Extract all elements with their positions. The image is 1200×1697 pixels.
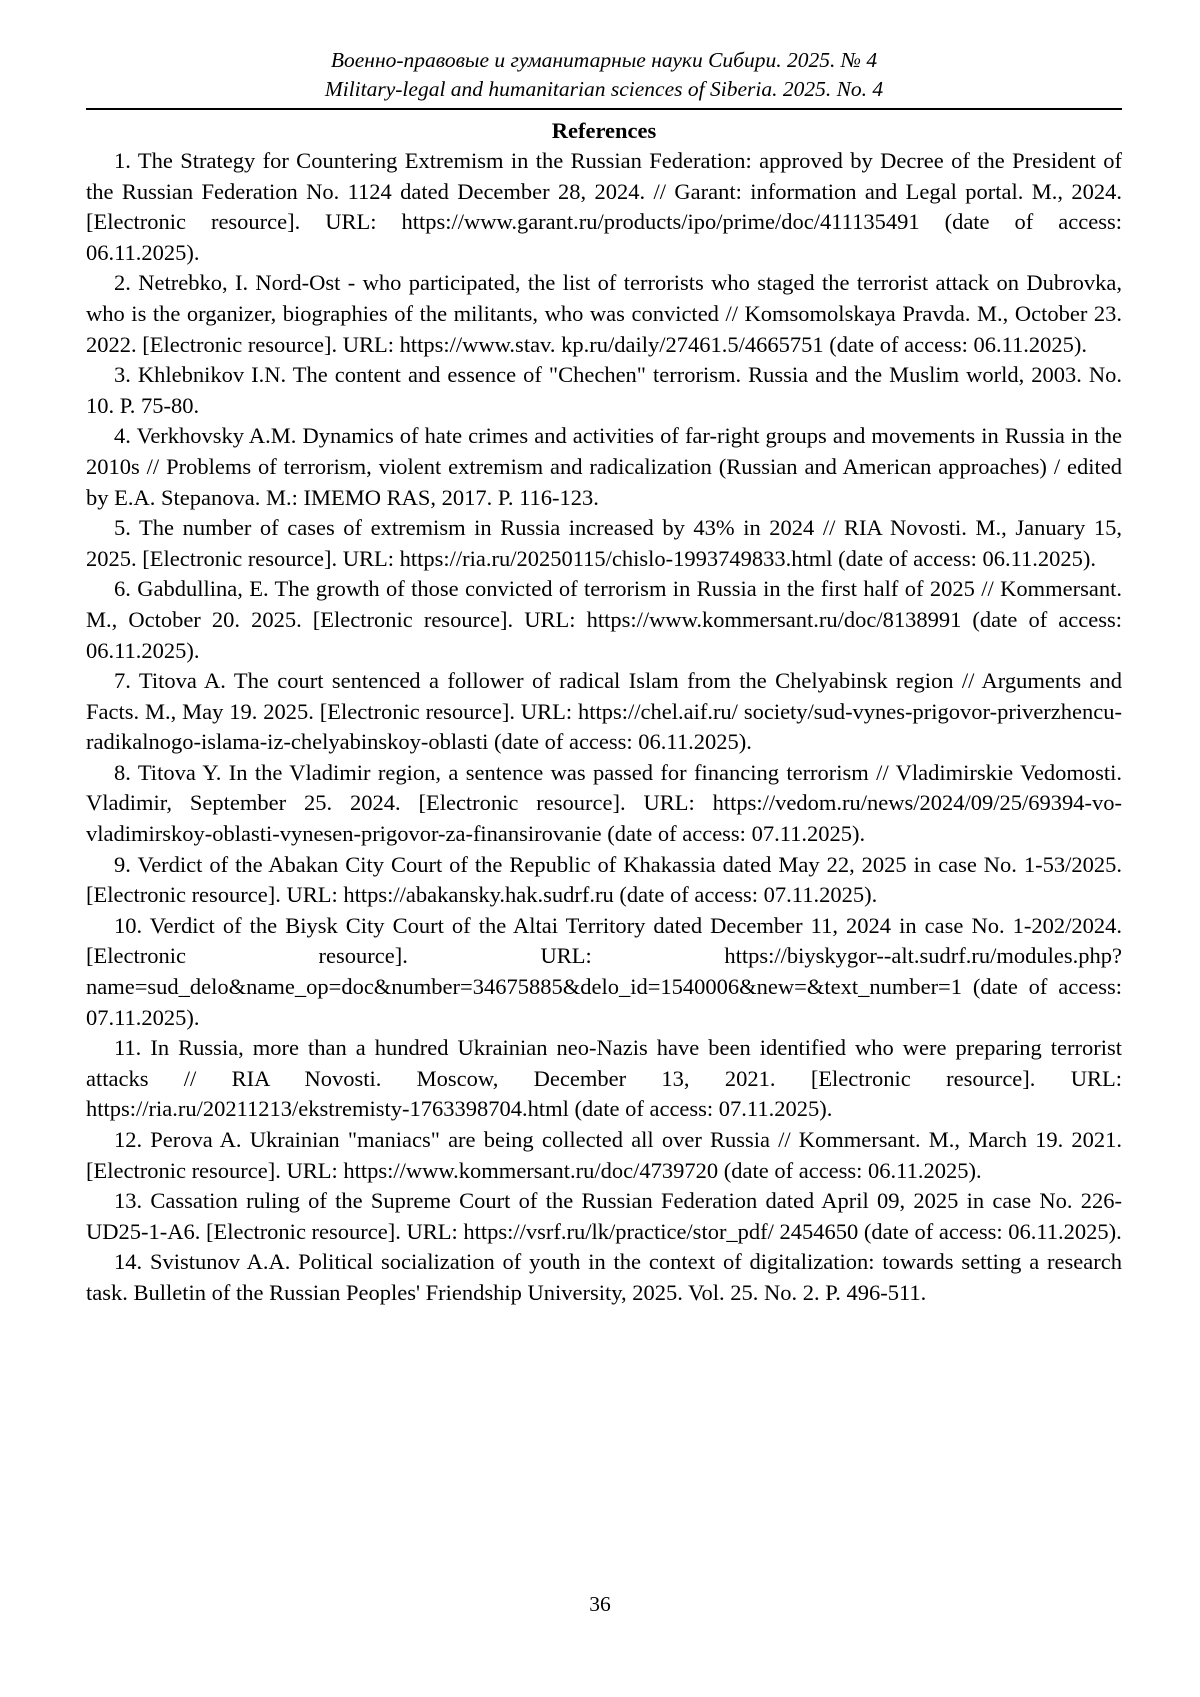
reference-text: Khlebnikov I.N. The content and essence of "Chechen" terrorism. Russia and the Muslim world, 2003. No. 10. P. 75-80. bbox=[86, 362, 1122, 418]
reference-number: 10. bbox=[114, 912, 143, 938]
running-header bbox=[86, 46, 1122, 104]
reference-number: 7. bbox=[114, 668, 131, 694]
header-rule bbox=[86, 108, 1122, 110]
reference-item bbox=[86, 850, 1122, 911]
reference-text: Verdict of the Abakan City Court of the Republic of Khakassia dated May 22, 2025 in case No. 1-53/2025. [Electronic resource]. URL: https://abakansky.hak.sudrf.ru (date of access: 07.11.2025). bbox=[86, 851, 1122, 908]
header-line-english: Military-legal and humanitarian sciences of Siberia. 2025. No. 4 bbox=[324, 77, 884, 101]
reference-item bbox=[86, 1247, 1122, 1308]
reference-text: Titova A. The court sentenced a follower of radical Islam from the Chelyabinsk region // Arguments and Facts. M., May 19. 2025. [Electronic resource]. URL: https://chel.aif.ru/ society/sud-vynes-prigovor-priverzhencu-radikalnogo-islama-iz-chelyabinskoy-oblasti (date of access: 06.11.2025). bbox=[86, 668, 1123, 755]
reference-text: The number of cases of extremism in Russia increased by 43% in 2024 // RIA Novosti. M., January 15, 2025. [Electronic resource]. URL: https://ria.ru/20250115/chislo-1993749833.html (date of access: 06.11.2025). bbox=[86, 515, 1122, 571]
reference-item bbox=[86, 360, 1122, 421]
reference-item bbox=[86, 911, 1122, 1033]
reference-item bbox=[86, 574, 1122, 666]
reference-text: Verdict of the Biysk City Court of the Altai Territory dated December 11, 2024 in case No. 1-202/2024. [Electronic resource]. URL: https://biyskygor--alt.sudrf.ru/modules.php? name=sud_delo&name_op=doc&number=34675885&delo_id=1540006&new=&text_number=1 (date of access: 07.11.2025). bbox=[86, 912, 1123, 1030]
reference-number: 9. bbox=[114, 851, 131, 877]
reference-number: 13. bbox=[114, 1188, 143, 1214]
reference-number: 1. bbox=[114, 148, 131, 173]
reference-number: 11. bbox=[114, 1035, 142, 1061]
reference-item bbox=[86, 268, 1122, 360]
reference-number: 4. bbox=[114, 423, 131, 449]
page-content bbox=[86, 46, 1122, 1309]
reference-text: Gabdullina, E. The growth of those convicted of terrorism in Russia in the first half of 2025 // Kommersant. M., October 20. 2025. [Electronic resource]. URL: https://www.kommersant.ru/doc/8138991 (date of access: 06.11.2025). bbox=[86, 576, 1122, 663]
reference-text: Titova Y. In the Vladimir region, a sentence was passed for financing terrorism // Vladimirskie Vedomosti. Vladimir, September 25. 2024. [Electronic resource]. URL: https://vedom.ru/news/2024/09/25/69394-vo-vladimirskoy-oblasti-vynesen-prigovor-za-finansirovanie (date of access: 07.11.2025). bbox=[86, 759, 1122, 847]
reference-text: Perova A. Ukrainian "maniacs" are being collected all over Russia // Kommersant. M., March 19. 2021. [Electronic resource]. URL: https://www.kommersant.ru/doc/4739720 (date of access: 06.11.2025). bbox=[86, 1127, 1122, 1183]
reference-text: Netrebko, I. Nord-Ost - who participated, the list of terrorists who staged the terrorist attack on Dubrovka, who is the organizer, biographies of the militants, who was convicted // Komsomolskaya Pravda. M., October 23. 2022. [Electronic resource]. URL: https://www.stav. kp.ru/daily/27461.5/4665751 (date of access: 06.11.2025). bbox=[86, 270, 1123, 357]
reference-number: 8. bbox=[114, 759, 131, 785]
reference-number: 2. bbox=[114, 270, 131, 296]
reference-item bbox=[86, 758, 1122, 850]
reference-item bbox=[86, 666, 1122, 758]
reference-item bbox=[86, 513, 1122, 574]
reference-text: In Russia, more than a hundred Ukrainian neo-Nazis have been identified who were preparing terrorist attacks // RIA Novosti. Moscow, December 13, 2021. [Electronic resource]. URL: https://ria.ru/20211213/ekstremisty-1763398704.html (date of access: 07.11.2025). bbox=[86, 1035, 1122, 1122]
reference-item bbox=[86, 1033, 1122, 1125]
reference-number: 3. bbox=[114, 362, 131, 388]
reference-number: 14. bbox=[114, 1249, 143, 1275]
reference-item bbox=[86, 1125, 1122, 1186]
reference-text: Cassation ruling of the Supreme Court of the Russian Federation dated April 09, 2025 in case No. 226-UD25-1-A6. [Electronic resource]. URL: https://vsrf.ru/lk/practice/stor_pdf/ 2454650 (date of access: 06.11.2025). bbox=[86, 1188, 1122, 1244]
reference-number: 12. bbox=[114, 1127, 143, 1152]
reference-number: 5. bbox=[114, 515, 131, 541]
page-number: 36 bbox=[589, 1592, 611, 1616]
reference-text: The Strategy for Countering Extremism in the Russian Federation: approved by Decree of the President of the Russian Federation No. 1124 dated December 28, 2024. // Garant: information and Legal portal. M., 2024. [Electronic resource]. URL: https://www.garant.ru/products/ipo/prime/doc/411135491 (date of access: 06.11.2025). bbox=[86, 148, 1122, 265]
header-line-russian: Военно-правовые и гуманитарные науки Сибири. 2025. № 4 bbox=[330, 48, 878, 72]
reference-number: 6. bbox=[114, 576, 131, 602]
reference-item bbox=[86, 146, 1122, 268]
reference-text: Verkhovsky A.M. Dynamics of hate crimes and activities of far-right groups and movements in Russia in the 2010s // Problems of terrorism, violent extremism and radicalization (Russian and American approaches) / edited by E.A. Stepanova. M.: IMEMO RAS, 2017. P. 116-123. bbox=[86, 423, 1123, 510]
reference-list bbox=[86, 146, 1122, 1309]
reference-item bbox=[86, 421, 1122, 513]
reference-item bbox=[86, 1186, 1122, 1247]
section-title: References bbox=[551, 118, 657, 143]
reference-text: Svistunov A.A. Political socialization of youth in the context of digitalization: towards setting a research task. Bulletin of the Russian Peoples' Friendship University, 2025. Vol. 25. No. 2. P. 496-511. bbox=[86, 1249, 1122, 1305]
